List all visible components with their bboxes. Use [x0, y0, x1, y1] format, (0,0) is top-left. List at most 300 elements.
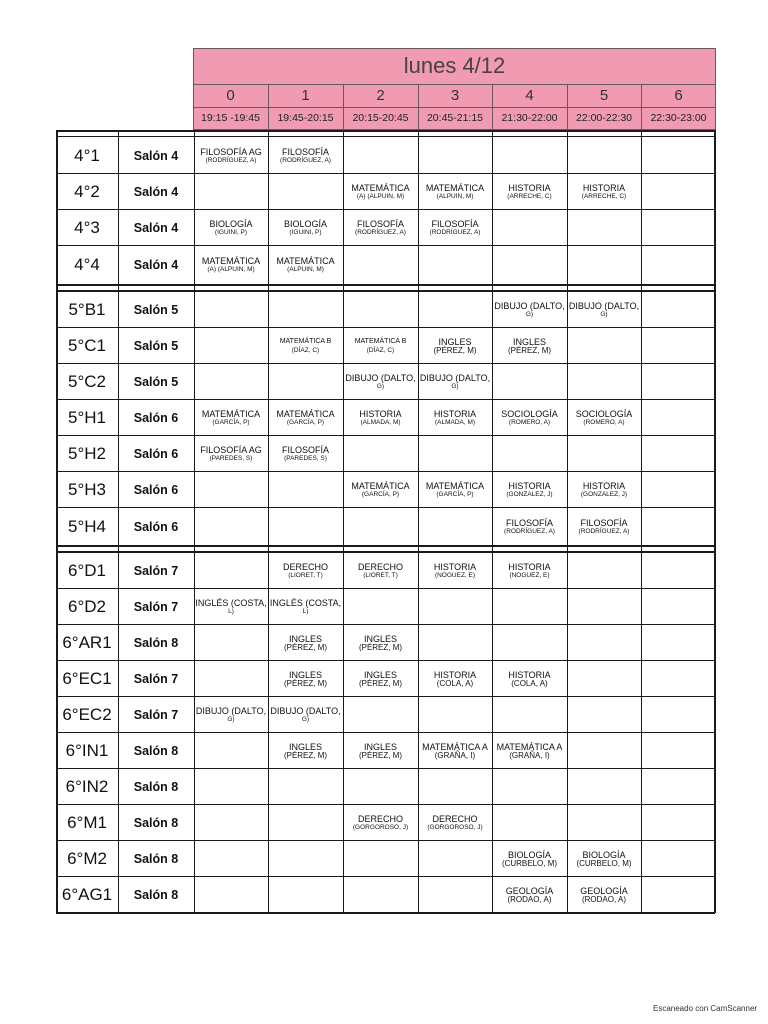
- subject-name: MATEMÁTICA: [425, 183, 485, 193]
- subject-name: GEOLOGÍA: [580, 886, 628, 896]
- teacher-name: (PAREDES, S): [209, 455, 253, 462]
- schedule-cell: [418, 877, 492, 913]
- subject-name: GEOLOGÍA: [505, 886, 554, 896]
- slot-index: 2: [376, 87, 385, 104]
- schedule-cell: [492, 400, 567, 436]
- subject-name: DIBUJO (DALTO,: [568, 301, 640, 311]
- schedule-cell: [194, 553, 268, 589]
- room-label: Salón 5: [133, 339, 179, 353]
- schedule-cell: [418, 210, 492, 246]
- schedule-cell: [194, 138, 268, 174]
- slot-time: 22:00-22:30: [575, 112, 633, 124]
- subject-name: INGLÉS (COSTA,: [269, 598, 342, 608]
- schedule-cell: [492, 246, 567, 284]
- schedule-cell: [268, 841, 343, 877]
- teacher-name: (GONZALEZ, J): [580, 491, 628, 498]
- class-group-label: 6°EC1: [62, 669, 112, 688]
- schedule-cell: [343, 364, 418, 400]
- subject-name: HISTORIA: [508, 183, 551, 193]
- teacher-name: (GRAÑA, I): [434, 751, 476, 760]
- subject-name: DIBUJO (DALTO,: [419, 373, 491, 383]
- schedule-cell: [343, 877, 418, 913]
- class-group-label: 6°D2: [68, 597, 106, 616]
- teacher-name: G): [600, 311, 608, 318]
- teacher-name: (ALPUIN, M): [436, 193, 474, 200]
- schedule-cell: [492, 805, 567, 841]
- schedule-cell: [418, 328, 492, 364]
- slot-time: 20:45-21:15: [426, 112, 484, 124]
- subject-name: FILOSOFÍA: [281, 445, 329, 455]
- schedule-cell: [567, 553, 641, 589]
- schedule-cell: [492, 292, 567, 328]
- schedule-cell: [343, 841, 418, 877]
- schedule-cell: [567, 589, 641, 625]
- teacher-name: (IGUINI, P): [289, 229, 322, 236]
- teacher-name: (RODRÍGUEZ, A): [280, 157, 331, 164]
- teacher-name: G): [525, 311, 534, 318]
- scanner-watermark: Escaneado con CamScanner: [653, 1004, 758, 1013]
- teacher-name: (DÍAZ, C): [366, 347, 395, 354]
- teacher-name: (GARCÍA, P): [361, 491, 400, 498]
- schedule-cell: [641, 661, 715, 697]
- subject-name: INGLES: [288, 742, 322, 752]
- schedule-cell: [268, 472, 343, 508]
- schedule-cell: [567, 877, 641, 913]
- schedule-cell: [567, 733, 641, 769]
- subject-name: INGLÉS (COSTA,: [195, 598, 267, 608]
- subject-name: BIOLOGÍA: [507, 850, 551, 860]
- class-group-label: 6°IN1: [65, 741, 109, 760]
- schedule-cell: [641, 508, 715, 545]
- class-group-label: 6°M2: [67, 849, 107, 868]
- teacher-name: (PÉREZ, M): [358, 643, 403, 652]
- schedule-cell: [492, 436, 567, 472]
- room-label: Salón 7: [133, 708, 179, 722]
- teacher-name: G): [227, 716, 235, 723]
- class-group-label: 5°H2: [68, 444, 106, 463]
- teacher-name: (RODRÍGUEZ, A): [429, 229, 481, 236]
- teacher-name: (CURBELO, M): [576, 859, 632, 868]
- schedule-cell: [567, 841, 641, 877]
- schedule-cell: [343, 400, 418, 436]
- schedule-cell: [418, 138, 492, 174]
- teacher-name: (PÉREZ, M): [358, 679, 403, 688]
- schedule-cell: [492, 138, 567, 174]
- schedule-cell: [268, 210, 343, 246]
- class-group-label: 5°H4: [68, 516, 106, 536]
- schedule-cell: [641, 697, 715, 733]
- schedule-cell: [268, 246, 343, 284]
- teacher-name: (DÍAZ, C): [291, 347, 320, 354]
- teacher-name: (GARCÍA, P): [212, 419, 250, 426]
- subject-name: MATEMÁTICA A: [496, 742, 563, 752]
- schedule-cell: [268, 436, 343, 472]
- room-label: Salón 5: [133, 375, 179, 389]
- schedule-cell: [343, 210, 418, 246]
- teacher-name: (PÉREZ, M): [433, 346, 477, 355]
- schedule-cell: [343, 436, 418, 472]
- schedule-cell: [343, 553, 418, 589]
- class-group-label: 5°H3: [68, 480, 106, 499]
- schedule-cell: [268, 292, 343, 328]
- schedule-cell: [567, 174, 641, 210]
- class-group-label: 4°1: [74, 146, 100, 165]
- schedule-cell: [194, 292, 268, 328]
- subject-name: HISTORIA: [433, 670, 477, 680]
- schedule-cell: [492, 328, 567, 364]
- schedule-cell: [343, 769, 418, 805]
- subject-name: DERECHO: [432, 814, 478, 824]
- schedule-cell: [268, 364, 343, 400]
- schedule-cell: [418, 400, 492, 436]
- subject-name: DIBUJO (DALTO,: [494, 301, 565, 311]
- schedule-cell: [567, 400, 641, 436]
- schedule-cell: [268, 553, 343, 589]
- schedule-cell: [194, 661, 268, 697]
- room-label: Salón 8: [133, 636, 179, 650]
- slot-index: 0: [226, 87, 235, 104]
- schedule-cell: [343, 805, 418, 841]
- teacher-name: (GORGOROSO, J): [427, 824, 483, 831]
- schedule-cell: [194, 697, 268, 733]
- class-group-label: 4°3: [74, 218, 100, 237]
- subject-name: INGLES: [288, 670, 322, 680]
- slot-time: 20:15-20:45: [352, 112, 409, 124]
- room-label: Salón 7: [133, 672, 179, 686]
- schedule-cell: [418, 805, 492, 841]
- schedule-cell: [641, 733, 715, 769]
- schedule-cell: [268, 400, 343, 436]
- schedule-cell: [567, 328, 641, 364]
- schedule-cell: [194, 174, 268, 210]
- teacher-name: (PÉREZ, M): [283, 751, 328, 760]
- subject-name: FILOSOFÍA: [505, 517, 553, 528]
- schedule-cell: [641, 174, 715, 210]
- schedule-cell: [343, 733, 418, 769]
- teacher-name: (GONZALEZ, J): [506, 491, 553, 498]
- room-label: Salón 7: [133, 600, 179, 614]
- class-group-label: 4°2: [74, 182, 100, 201]
- schedule-cell: [492, 697, 567, 733]
- schedule-cell: [492, 589, 567, 625]
- class-group-label: 6°M1: [67, 813, 107, 832]
- subject-name: MATEMÁTICA B: [354, 338, 407, 345]
- teacher-name: (NOGUEZ, E): [509, 572, 550, 579]
- schedule-cell: [268, 697, 343, 733]
- schedule-cell: [492, 364, 567, 400]
- teacher-name: (GARCÍA, P): [286, 419, 325, 426]
- teacher-name: (ALMADA, M): [434, 419, 476, 426]
- teacher-name: (COLA, A): [511, 679, 548, 688]
- schedule-cell: [418, 553, 492, 589]
- teacher-name: (ROMERO, A): [508, 419, 551, 426]
- teacher-name: G): [376, 383, 385, 390]
- subject-name: MATEMÁTICA: [201, 256, 261, 266]
- schedule-cell: [492, 769, 567, 805]
- schedule-cell: [641, 877, 715, 913]
- group-separator: [56, 284, 715, 286]
- teacher-name: (ARRECHE, C): [581, 193, 627, 200]
- schedule-cell: [418, 697, 492, 733]
- schedule-cell: [567, 138, 641, 174]
- room-label: Salón 4: [133, 185, 179, 199]
- schedule-cell: [194, 625, 268, 661]
- slot-time: 19:45-20:15: [277, 112, 334, 124]
- schedule-cell: [418, 661, 492, 697]
- subject-name: FILOSOFÍA AG: [200, 147, 262, 157]
- schedule-cell: [641, 841, 715, 877]
- schedule-cell: [343, 508, 418, 545]
- schedule-cell: [343, 472, 418, 508]
- schedule-cell: [418, 508, 492, 545]
- schedule-cell: [492, 174, 567, 210]
- teacher-name: (LIORET, T): [288, 572, 323, 579]
- schedule-cell: [268, 138, 343, 174]
- subject-name: HISTORIA: [508, 670, 551, 680]
- slot-time: 22:30-23:00: [650, 112, 707, 124]
- teacher-name: (ROMERO, A): [583, 419, 625, 426]
- room-label: Salón 8: [133, 852, 179, 866]
- schedule-cell: [343, 589, 418, 625]
- subject-name: DIBUJO (DALTO,: [345, 373, 416, 383]
- slot-index: 1: [301, 87, 310, 104]
- schedule-cell: [268, 589, 343, 625]
- teacher-name: (A) (ALPUIN, M): [207, 266, 255, 273]
- teacher-name: (GRAÑA, I): [509, 751, 550, 760]
- teacher-name: (PAREDES, S): [284, 455, 327, 462]
- schedule-cell: [641, 292, 715, 328]
- teacher-name: (ALMADA, M): [360, 419, 401, 426]
- schedule-cell: [194, 328, 268, 364]
- subject-name: DERECHO: [282, 562, 328, 572]
- teacher-name: (ARRECHE, C): [507, 193, 552, 200]
- subject-name: HISTORIA: [508, 562, 551, 572]
- schedule-cell: [567, 661, 641, 697]
- subject-name: SOCIOLOGÍA: [575, 409, 633, 419]
- schedule-cell: [268, 733, 343, 769]
- table-border: [56, 130, 715, 132]
- schedule-cell: [194, 877, 268, 913]
- schedule-cell: [567, 805, 641, 841]
- subject-name: DIBUJO (DALTO,: [270, 706, 341, 716]
- class-group-label: 4°4: [74, 255, 100, 274]
- teacher-name: (GORGOROSO, J): [352, 824, 409, 831]
- room-label: Salón 4: [133, 149, 179, 163]
- schedule-cell: [641, 328, 715, 364]
- subject-name: BIOLOGÍA: [283, 219, 327, 229]
- schedule-cell: [492, 210, 567, 246]
- subject-name: FILOSOFÍA: [356, 219, 404, 229]
- subject-name: MATEMÁTICA: [351, 183, 410, 193]
- class-group-label: 6°D1: [68, 561, 106, 580]
- teacher-name: G): [451, 383, 459, 390]
- schedule-cell: [418, 364, 492, 400]
- schedule-cell: [343, 138, 418, 174]
- schedule-cell: [343, 697, 418, 733]
- class-group-label: 6°IN2: [65, 777, 109, 796]
- teacher-name: (COLA, A): [436, 679, 474, 688]
- subject-name: DERECHO: [357, 562, 403, 572]
- subject-name: MATEMÁTICA B: [279, 338, 332, 345]
- schedule-cell: [343, 246, 418, 284]
- room-label: Salón 6: [133, 411, 179, 425]
- subject-name: INGLES: [438, 337, 472, 347]
- schedule-cell: [418, 769, 492, 805]
- subject-name: MATEMÁTICA: [276, 256, 335, 266]
- subject-name: HISTORIA: [582, 481, 626, 491]
- teacher-name: (CURBELO, M): [501, 859, 558, 868]
- class-group-label: 5°C1: [68, 336, 106, 355]
- schedule-cell: [418, 841, 492, 877]
- subject-name: FILOSOFÍA AG: [200, 445, 262, 455]
- schedule-cell: [641, 553, 715, 589]
- subject-name: FILOSOFÍA: [580, 517, 628, 528]
- schedule-cell: [567, 246, 641, 284]
- slot-time: 21:30-22:00: [501, 112, 558, 124]
- schedule-cell: [418, 733, 492, 769]
- schedule-cell: [418, 174, 492, 210]
- schedule-cell: [641, 364, 715, 400]
- schedule-cell: [492, 625, 567, 661]
- schedule-cell: [268, 328, 343, 364]
- schedule-cell: [492, 508, 567, 545]
- schedule-cell: [567, 472, 641, 508]
- schedule-cell: [567, 210, 641, 246]
- slot-time: 19:15 -19:45: [201, 112, 260, 124]
- class-group-label: 5°B1: [68, 300, 106, 319]
- teacher-name: (RODRÍGUEZ, A): [578, 527, 630, 535]
- subject-name: BIOLOGÍA: [582, 850, 626, 860]
- subject-name: HISTORIA: [582, 183, 626, 193]
- schedule-cell: [268, 661, 343, 697]
- schedule-cell: [492, 733, 567, 769]
- schedule-cell: [194, 472, 268, 508]
- subject-name: FILOSOFÍA: [431, 219, 479, 229]
- teacher-name: L): [302, 608, 309, 615]
- schedule-cell: [418, 589, 492, 625]
- day-title: lunes 4/12: [403, 53, 506, 78]
- schedule-cell: [641, 210, 715, 246]
- teacher-name: (RODRÍGUEZ, A): [205, 157, 257, 164]
- schedule-cell: [418, 292, 492, 328]
- teacher-name: G): [301, 716, 310, 723]
- subject-name: INGLES: [363, 634, 397, 644]
- teacher-name: (GARCÍA, P): [436, 491, 474, 498]
- subject-name: HISTORIA: [359, 409, 402, 419]
- class-group-label: 6°AR1: [62, 633, 112, 652]
- teacher-name: (A) (ALPUIN, M): [356, 193, 405, 200]
- teacher-name: (PÉREZ, M): [283, 643, 328, 652]
- schedule-cell: [194, 769, 268, 805]
- schedule-cell: [194, 364, 268, 400]
- subject-name: MATEMÁTICA: [425, 481, 485, 491]
- teacher-name: (PÉREZ, M): [507, 346, 552, 355]
- subject-name: HISTORIA: [433, 562, 477, 572]
- room-label: Salón 5: [133, 303, 179, 317]
- slot-index: 6: [674, 87, 683, 104]
- teacher-name: (RODAO, A): [507, 895, 552, 904]
- schedule-cell: [567, 508, 641, 545]
- room-label: Salón 8: [133, 888, 179, 902]
- slot-index: 4: [525, 87, 534, 104]
- schedule-cell: [641, 436, 715, 472]
- schedule-cell: [492, 877, 567, 913]
- subject-name: INGLES: [363, 742, 397, 752]
- schedule-cell: [343, 174, 418, 210]
- subject-name: HISTORIA: [433, 409, 477, 419]
- schedule-cell: [268, 508, 343, 545]
- schedule-cell: [268, 625, 343, 661]
- schedule-cell: [492, 553, 567, 589]
- room-label: Salón 4: [133, 258, 179, 272]
- schedule-cell: [567, 769, 641, 805]
- schedule-cell: [194, 436, 268, 472]
- schedule-cell: [641, 472, 715, 508]
- slot-index: 3: [450, 87, 460, 104]
- schedule-cell: [194, 805, 268, 841]
- teacher-name: (RODRÍGUEZ, A): [355, 229, 406, 236]
- schedule-cell: [641, 246, 715, 284]
- subject-name: MATEMÁTICA: [276, 409, 335, 419]
- room-label: Salón 7: [133, 564, 179, 578]
- schedule-cell: [492, 472, 567, 508]
- room-label: Salón 8: [133, 816, 179, 830]
- teacher-name: (LIORET, T): [363, 572, 398, 579]
- schedule-cell: [343, 661, 418, 697]
- teacher-name: (RODAO, A): [581, 895, 626, 904]
- schedule-cell: [418, 246, 492, 284]
- schedule-cell: [194, 400, 268, 436]
- schedule-cell: [418, 472, 492, 508]
- schedule-cell: [194, 246, 268, 284]
- class-group-label: 5°H1: [68, 408, 106, 427]
- schedule-cell: [343, 292, 418, 328]
- schedule-cell: [641, 400, 715, 436]
- schedule-cell: [343, 328, 418, 364]
- subject-name: HISTORIA: [508, 481, 551, 491]
- teacher-name: (NOGUEZ, E): [434, 572, 476, 579]
- schedule-cell: [268, 805, 343, 841]
- room-label: Salón 8: [133, 780, 179, 794]
- schedule-cell: [567, 364, 641, 400]
- group-separator: [56, 136, 715, 137]
- subject-name: FILOSOFÍA: [281, 147, 329, 157]
- schedule-cell: [492, 841, 567, 877]
- schedule-cell: [567, 436, 641, 472]
- room-label: Salón 8: [133, 744, 179, 758]
- schedule-cell: [194, 841, 268, 877]
- room-label: Salón 6: [133, 447, 179, 461]
- teacher-name: (RODRÍGUEZ, A): [504, 527, 555, 535]
- subject-name: DIBUJO (DALTO,: [195, 706, 267, 716]
- subject-name: MATEMÁTICA: [201, 409, 261, 419]
- class-group-label: 6°AG1: [61, 885, 113, 904]
- schedule-cell: [567, 697, 641, 733]
- schedule-cell: [194, 589, 268, 625]
- schedule-cell: [641, 138, 715, 174]
- schedule-cell: [641, 625, 715, 661]
- subject-name: INGLES: [363, 670, 397, 680]
- subject-name: INGLES: [288, 634, 322, 644]
- schedule-cell: [641, 769, 715, 805]
- schedule-cell: [492, 661, 567, 697]
- teacher-name: L): [228, 608, 234, 615]
- group-separator: [56, 545, 715, 547]
- teacher-name: (IGUINI, P): [214, 229, 248, 236]
- subject-name: MATEMÁTICA A: [422, 742, 488, 752]
- room-label: Salón 4: [133, 221, 179, 235]
- room-label: Salón 6: [133, 483, 179, 497]
